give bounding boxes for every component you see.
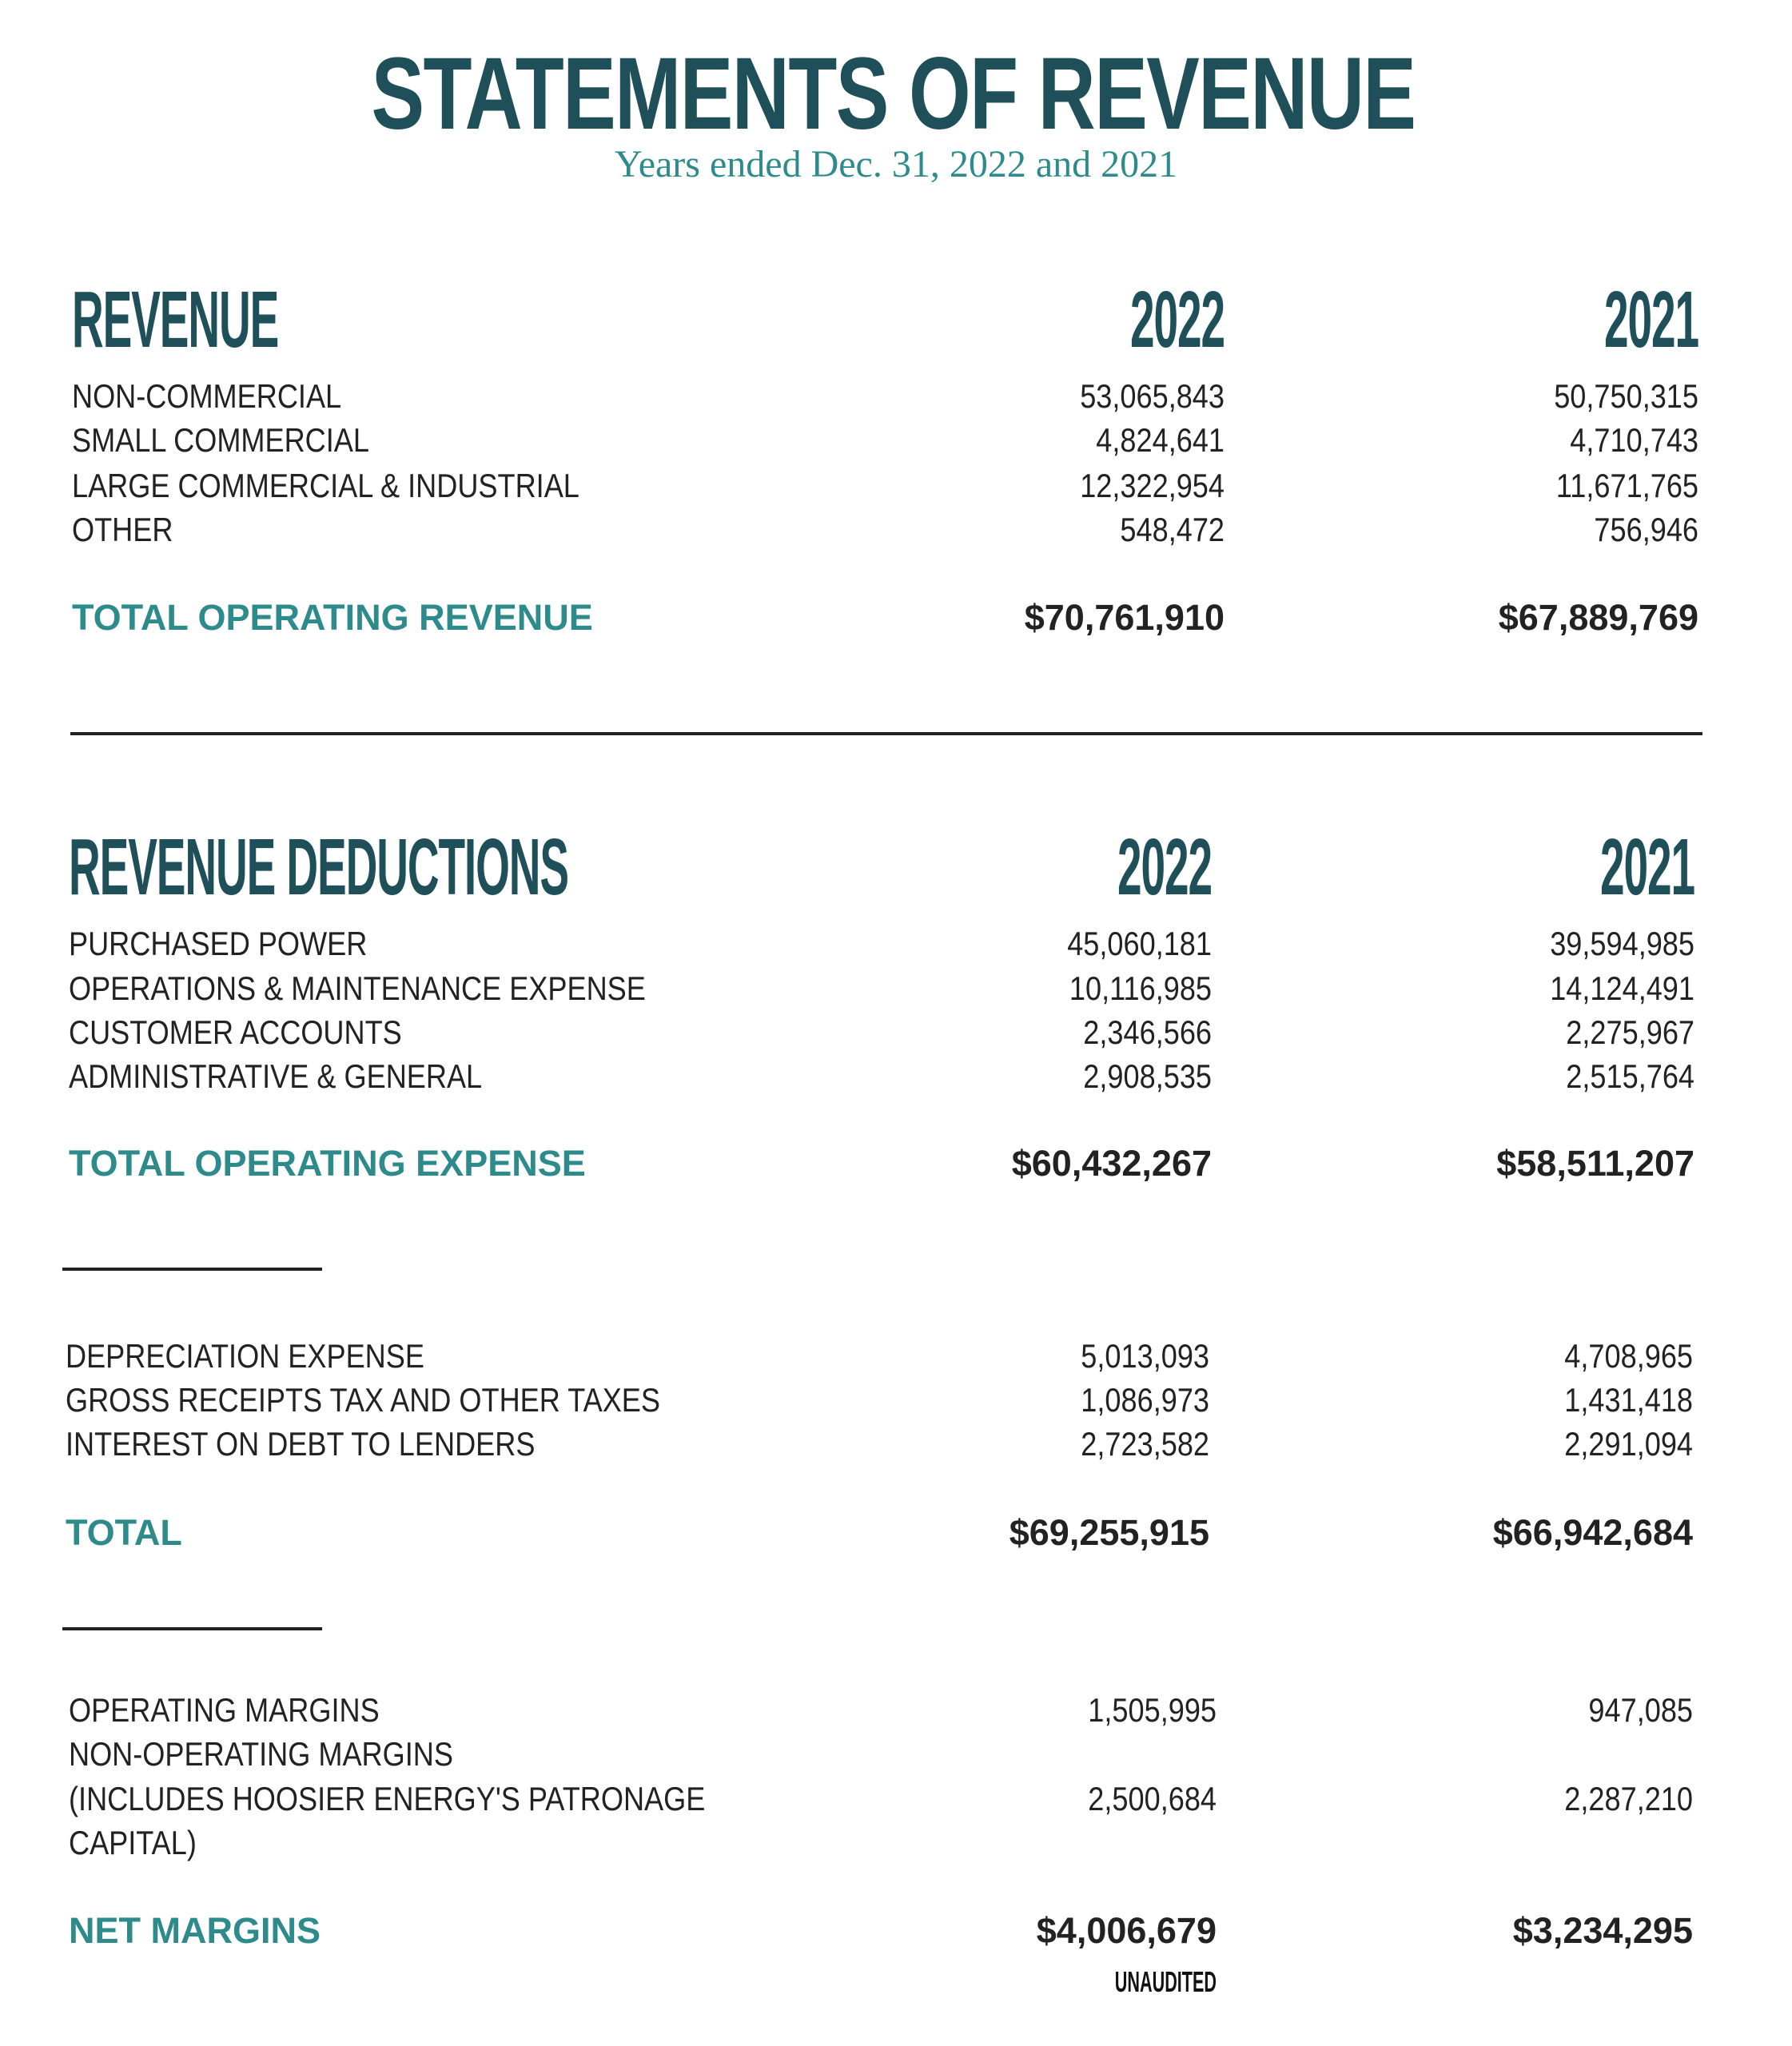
row-value-2021: 4,710,743 [1570,421,1698,459]
row-value-2022: 548,472 [1120,511,1225,548]
revenue-year-2021-heading: 2021 [1604,275,1698,364]
revenue-heading: REVENUE [72,275,279,364]
total-operating-expense-2022: $60,432,267 [1011,1143,1212,1184]
subtotal-divider [62,1268,322,1271]
row-label: PURCHASED POWER [69,925,368,962]
non-operating-margins-label: NON-OPERATING MARGINS [69,1735,453,1773]
row-value-2021: 39,594,985 [1550,925,1694,962]
row-value-2022: 1,086,973 [1081,1381,1209,1419]
row-value-2022: 5,013,093 [1081,1337,1209,1375]
total-operating-expense-label: TOTAL OPERATING EXPENSE [69,1143,586,1184]
row-value-2022: 2,346,566 [1083,1013,1212,1051]
row-value-2022: 53,065,843 [1080,377,1225,415]
row-value-2021: 50,750,315 [1554,377,1698,415]
non-operating-margins-note: (INCLUDES HOOSIER ENERGY'S PATRONAGE [69,1780,706,1817]
row-value-2021: 756,946 [1594,511,1698,548]
row-value-2021: 2,291,094 [1564,1425,1693,1463]
row-label: DEPRECIATION EXPENSE [66,1337,424,1375]
row-value-2022: 12,322,954 [1080,467,1225,504]
total-operating-revenue-2022: $70,761,910 [1024,597,1225,638]
non-operating-margins-note-cont: CAPITAL) [69,1824,197,1861]
total-operating-revenue-2021: $67,889,769 [1498,597,1698,638]
row-label: NON-COMMERCIAL [72,377,342,415]
revenue-year-2022-heading: 2022 [1130,275,1225,364]
revenue-deductions-heading: REVENUE DEDUCTIONS [69,822,569,912]
row-value-2022: 10,116,985 [1069,969,1212,1007]
row-value-2021: 11,671,765 [1555,467,1698,504]
row-label: INTEREST ON DEBT TO LENDERS [66,1425,536,1463]
row-value-2021: 2,515,764 [1566,1057,1694,1095]
row-label: ADMINISTRATIVE & GENERAL [69,1057,483,1095]
subtotal-divider [62,1627,322,1630]
row-label: SMALL COMMERCIAL [72,421,369,459]
row-label: GROSS RECEIPTS TAX AND OTHER TAXES [66,1381,660,1419]
row-value-2021: 1,431,418 [1564,1381,1693,1419]
page-subtitle: Years ended Dec. 31, 2022 and 2021 [614,143,1178,185]
row-value-2021: 14,124,491 [1550,969,1694,1007]
net-margins-2022: $4,006,679 [1036,1910,1217,1951]
row-label: LARGE COMMERCIAL & INDUSTRIAL [72,467,579,504]
page-title: STATEMENTS OF REVENUE [371,37,1416,151]
net-margins-label: NET MARGINS [69,1910,321,1951]
operating-margins-2022: 1,505,995 [1088,1691,1217,1729]
total-2022: $69,255,915 [1009,1512,1209,1553]
row-label: OPERATIONS & MAINTENANCE EXPENSE [69,969,646,1007]
non-operating-margins-2022: 2,500,684 [1088,1780,1217,1817]
section-divider [70,732,1702,735]
total-operating-revenue-label: TOTAL OPERATING REVENUE [72,597,593,638]
deductions-year-2022-heading: 2022 [1117,822,1212,912]
total-2021: $66,942,684 [1492,1512,1693,1553]
total-operating-expense-2021: $58,511,207 [1496,1143,1694,1184]
unaudited-note: UNAUDITED [1114,1965,1217,1998]
total-label: TOTAL [66,1512,182,1553]
operating-margins-2021: 947,085 [1588,1691,1693,1729]
row-value-2021: 4,708,965 [1564,1337,1693,1375]
row-label: OTHER [72,511,173,548]
operating-margins-label: OPERATING MARGINS [69,1691,380,1729]
row-value-2022: 2,908,535 [1083,1057,1212,1095]
row-value-2021: 2,275,967 [1566,1013,1694,1051]
row-value-2022: 45,060,181 [1067,925,1212,962]
net-margins-2021: $3,234,295 [1512,1910,1693,1951]
deductions-year-2021-heading: 2021 [1600,822,1694,912]
non-operating-margins-2021: 2,287,210 [1564,1780,1693,1817]
row-value-2022: 4,824,641 [1096,421,1225,459]
row-value-2022: 2,723,582 [1081,1425,1209,1463]
row-label: CUSTOMER ACCOUNTS [69,1013,402,1051]
